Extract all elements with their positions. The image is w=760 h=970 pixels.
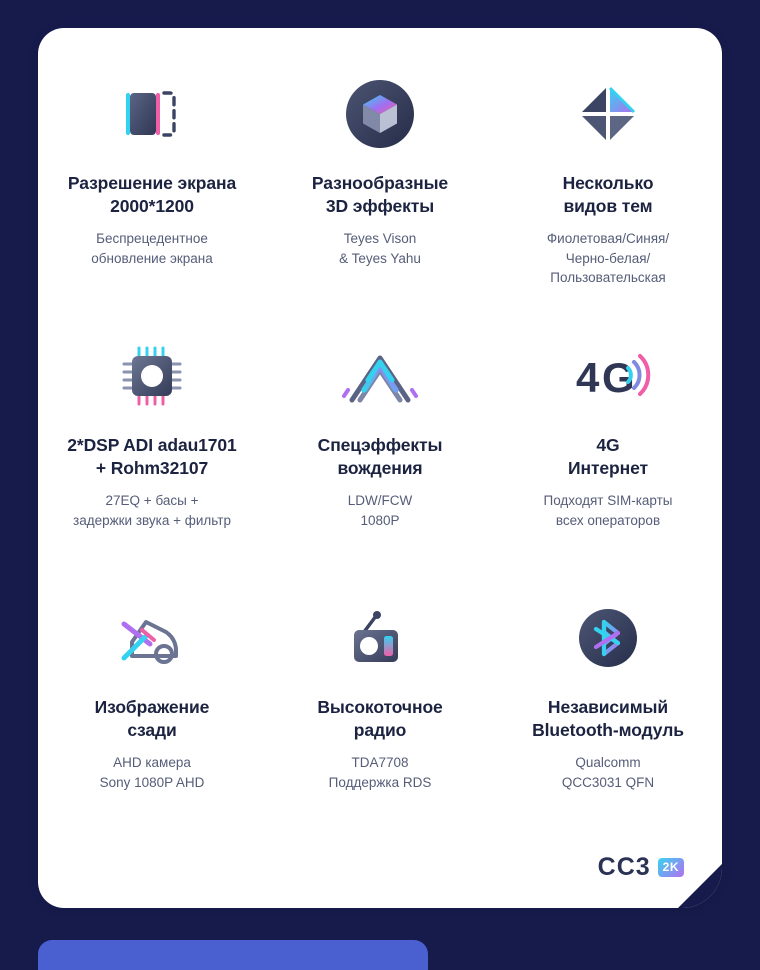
radio-icon	[330, 586, 430, 690]
logo-text: CC3	[597, 853, 651, 881]
feature-title: 2*DSP ADI adau1701 + Rohm32107	[67, 435, 237, 479]
dsp-chip-icon	[110, 324, 194, 428]
logo-badge: 2K	[658, 858, 684, 877]
feature-item-dsp	[38, 324, 266, 586]
feature-item-themes	[494, 62, 722, 324]
feature-title: Несколько видов тем	[562, 173, 654, 217]
feature-subtitle: Teyes Vison & Teyes Yahu	[339, 231, 421, 266]
feature-item-radio	[266, 586, 494, 848]
feature-title: Независимый Bluetooth-модуль	[532, 697, 684, 741]
feature-item-4g	[494, 324, 722, 586]
feature-grid	[38, 62, 722, 848]
svg-text:G: G	[602, 354, 635, 401]
feature-title: Высокоточное радио	[317, 697, 443, 741]
feature-subtitle: Qualcomm QCC3031 QFN	[561, 755, 655, 790]
feature-item-3d-effects	[266, 62, 494, 324]
feature-card	[38, 28, 722, 908]
feature-subtitle: TDA7708 Поддержка RDS	[328, 755, 432, 790]
svg-text:4: 4	[576, 354, 600, 401]
feature-title: Изображение сзади	[94, 697, 210, 741]
feature-title: 4G Интернет	[568, 435, 648, 479]
feature-title: Разрешение экрана 2000*1200	[67, 173, 237, 217]
3d-effects-icon	[339, 62, 421, 166]
feature-item-driving-effects	[266, 324, 494, 586]
feature-subtitle: AHD камера Sony 1080P AHD	[99, 755, 205, 790]
product-logo	[598, 853, 684, 882]
rear-camera-icon	[102, 586, 202, 690]
feature-title: Разнообразные 3D эффекты	[311, 173, 449, 217]
bottom-strip	[38, 940, 428, 970]
feature-subtitle: Фиолетовая/Синяя/ Черно-белая/ Пользовательская	[546, 231, 670, 286]
feature-subtitle: LDW/FCW 1080P	[347, 493, 413, 528]
themes-icon	[567, 62, 649, 166]
driving-effects-icon	[330, 324, 430, 428]
feature-title: Спецэффекты вождения	[317, 435, 443, 479]
bluetooth-icon	[566, 586, 650, 690]
feature-subtitle: 27EQ + басы + задержки звука + фильтр	[73, 493, 231, 528]
feature-subtitle: Беспрецедентное обновление экрана	[91, 231, 213, 266]
feature-item-rear-camera	[38, 586, 266, 848]
feature-item-screen-resolution	[38, 62, 266, 324]
feature-item-bluetooth	[494, 586, 722, 848]
screen-resolution-icon	[112, 62, 192, 166]
feature-subtitle: Подходят SIM-карты всех операторов	[543, 493, 673, 528]
4g-internet-icon	[558, 324, 658, 428]
